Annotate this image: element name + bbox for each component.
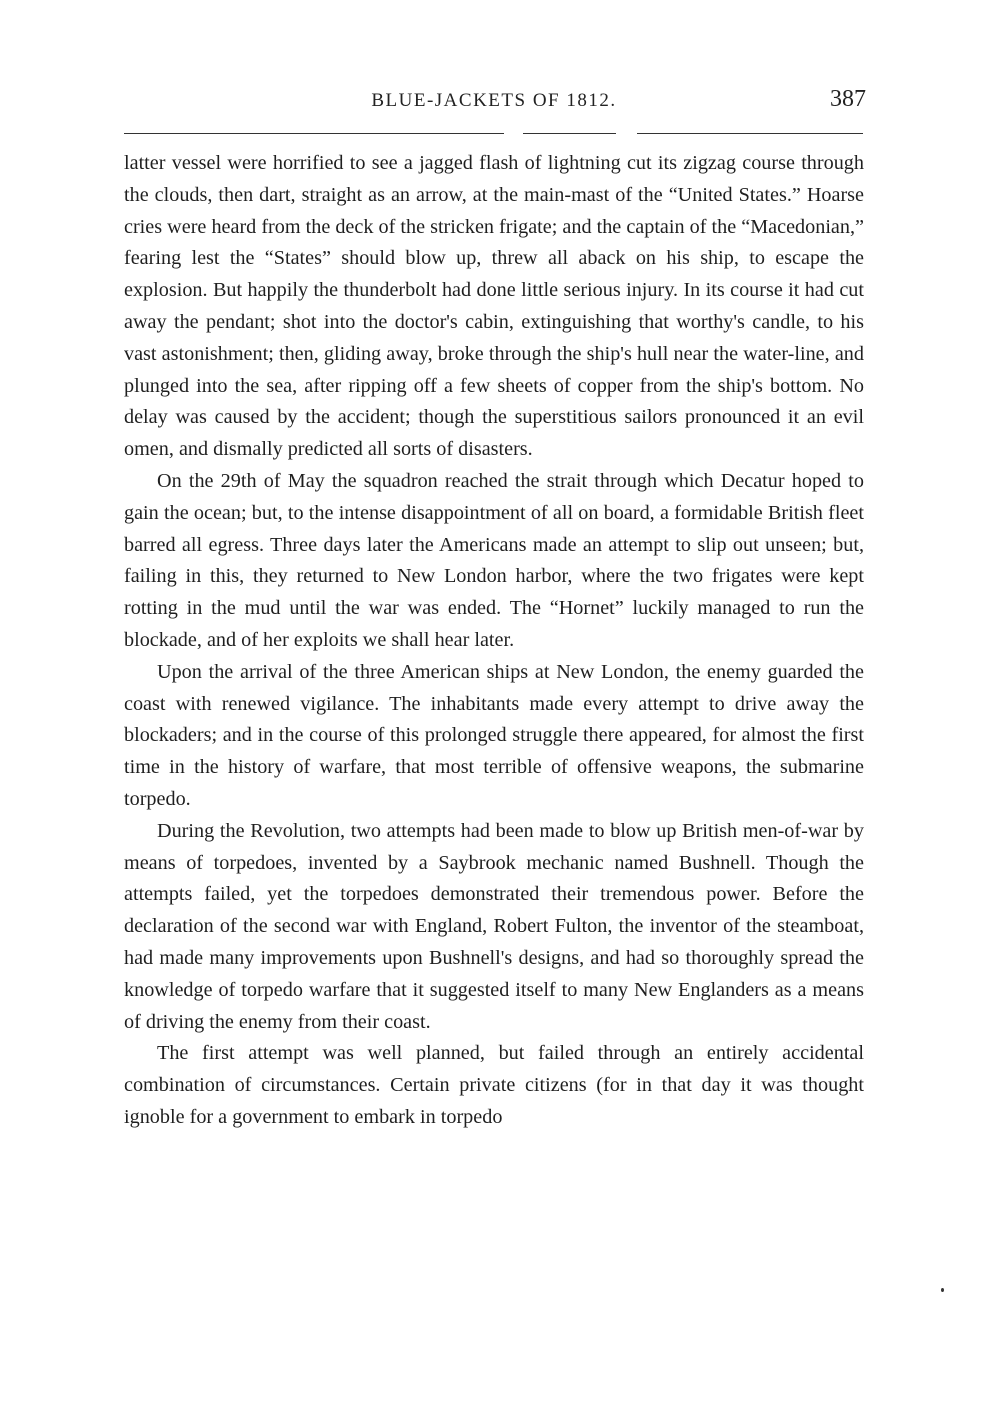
paragraph-continued: latter vessel were horrified to see a jagged flash of lightning cut its zigzag course through the clouds, then dart, straight as an arrow, at the main-mast of the “United States.” Hoarse cries were heard from the deck of the stricken frigate; and the captain of the “Macedonian,” fearing lest the “States” should blow up, threw all aback on his ship, to escape the explosion. But happily the thunderbolt had done little serious injury. In its course it had cut away the pendant; shot into the doctor's cabin, extinguishing that worthy's candle, to his vast astonishment; then, gliding away, broke through the ship's hull near the water-line, and plunged into the sea, after ripping off a few sheets of copper from the ship's bottom. No delay was caused by the accident; though the superstitious sailors pronounced it an evil omen, and dismally predicted all sorts of disasters. (124, 152, 864, 461)
print-speck (941, 1288, 944, 1292)
running-header (124, 88, 864, 118)
paragraph: On the 29th of May the squadron reached the strait through which Decatur hoped to gain the ocean; but, to the intense disappointment of all on board, a formidable British fleet barred all egress. Three days later the Americans made an attempt to slip out unseen; but, failing in this, they returned to New London harbor, where the two frigates were kept rotting in the mud until the war was ended. The “Hornet” luckily managed to run the blockade, and of her exploits we shall hear later. (124, 469, 864, 651)
paragraph: Upon the arrival of the three American ships at New London, the enemy guarded the coast with renewed vigilance. The inhabitants made every attempt to drive away the blockaders; and in the course of this prolonged struggle there appeared, for almost the first time in the history of warfare, that most terrible of offensive weapons, the submarine torpedo. (124, 660, 864, 810)
body-text (124, 148, 864, 1134)
page-number: 387 (830, 86, 866, 112)
running-head-title: BLUE-JACKETS OF 1812. (371, 90, 617, 111)
paragraph: During the Revolution, two attempts had been made to blow up British men-of-war by means of torpedoes, invented by a Saybrook mechanic named Bushnell. Though the attempts failed, yet the torpedoes demonstrated their tremendous power. Before the declaration of the second war with England, Robert Fulton, the inventor of the steamboat, had made many improvements upon Bushnell's designs, and had so thoroughly spread the knowledge of torpedo warfare that it suggested itself to many New Englanders as a means of driving the enemy from their coast. (124, 819, 864, 1033)
header-rule (124, 133, 504, 134)
header-rule (637, 133, 863, 134)
paragraph: The first attempt was well planned, but failed through an entirely accidental combination of circumstances. Certain private citizens (for in that day it was thought ignoble for a government to embark in torpedo (124, 1042, 864, 1128)
header-rule (523, 133, 616, 134)
